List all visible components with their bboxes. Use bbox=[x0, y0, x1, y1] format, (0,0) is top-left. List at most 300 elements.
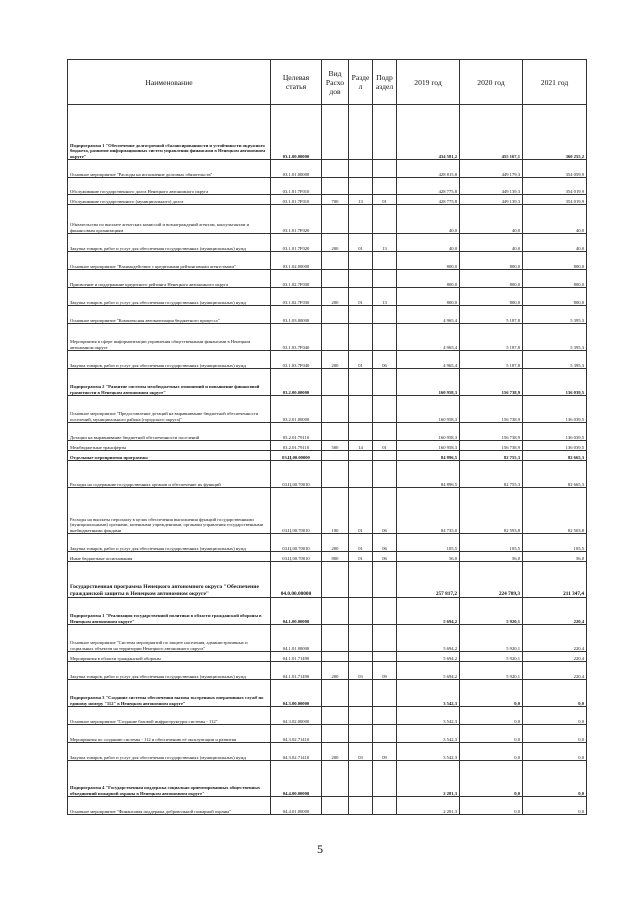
cell-code: 03.1.02.7F030 bbox=[271, 288, 322, 306]
cell-name: Основное мероприятие "Создание базовой инфраструктуры системы - 112" bbox=[68, 707, 271, 725]
cell-2020: 800,0 bbox=[460, 288, 523, 306]
cell-2021: 220,4 bbox=[523, 662, 587, 680]
table-row bbox=[68, 205, 587, 234]
cell-razdel bbox=[349, 270, 373, 288]
cell-podrazdel bbox=[373, 252, 397, 270]
cell-name: Закупка товаров, работ и услуг для обеспечения государственных (муниципальных) нужд bbox=[68, 234, 271, 252]
cell-code: 03.1.01.00000 bbox=[271, 160, 322, 178]
cell-vid bbox=[322, 797, 349, 815]
cell-2019: 4 965,4 bbox=[397, 351, 460, 369]
cell-name: Межбюджетные трансферты bbox=[68, 441, 271, 451]
cell-code: 03.2.01.00000 bbox=[271, 396, 322, 423]
cell-2020: 5 187,8 bbox=[460, 324, 523, 351]
cell-2020: 449 139,3 bbox=[460, 195, 523, 205]
header-2019: 2019 год bbox=[397, 60, 460, 105]
cell-code: 03.Ц.00.70010 bbox=[271, 461, 322, 488]
cell-name: Подпрограмма 4 "Государственная поддержка социально ориентированных общественных объединений пожарной охраны в Ненецком автономном округе" bbox=[68, 761, 271, 797]
cell-podrazdel: 06 bbox=[373, 534, 397, 552]
cell-vid: 800 bbox=[322, 552, 349, 562]
cell-razdel bbox=[349, 105, 373, 160]
cell-vid bbox=[322, 423, 349, 441]
cell-podrazdel: 06 bbox=[373, 351, 397, 369]
cell-2020: 5 920,1 bbox=[460, 662, 523, 680]
cell-2021: 136 039,5 bbox=[523, 423, 587, 441]
cell-vid: 200 bbox=[322, 288, 349, 306]
cell-2020: 40,0 bbox=[460, 234, 523, 252]
cell-2019: 40,0 bbox=[397, 234, 460, 252]
cell-code: 04.4.00.00000 bbox=[271, 761, 322, 797]
cell-razdel: 01 bbox=[349, 351, 373, 369]
page-number: 5 bbox=[317, 842, 323, 856]
cell-2020: 449 179,3 bbox=[460, 160, 523, 178]
cell-2021: 136 039,5 bbox=[523, 369, 587, 396]
cell-name: Дотации на выравнивание бюджетной обеспеченности поселений bbox=[68, 423, 271, 441]
cell-razdel bbox=[349, 369, 373, 396]
table-row bbox=[68, 324, 587, 351]
cell-vid: 200 bbox=[322, 534, 349, 552]
cell-2021: 360 255,2 bbox=[523, 105, 587, 160]
cell-name: Основное мероприятие "Комплексная автоматизация бюджетного процесса" bbox=[68, 306, 271, 324]
cell-vid bbox=[322, 306, 349, 324]
table-row bbox=[68, 369, 587, 396]
cell-2019: 84 896,5 bbox=[397, 461, 460, 488]
cell-2019: 800,0 bbox=[397, 288, 460, 306]
table-row bbox=[68, 761, 587, 797]
cell-name: Обязательства по выплате агентских комиссий и вознаграждений агентам, консультантам и финансовым организациям bbox=[68, 205, 271, 234]
cell-name: Мероприятия в области гражданской обороны bbox=[68, 652, 271, 662]
cell-2020: 40,0 bbox=[460, 205, 523, 234]
cell-code: 04.3.02.71410 bbox=[271, 743, 322, 761]
cell-2020: 5 187,8 bbox=[460, 306, 523, 324]
cell-podrazdel bbox=[373, 205, 397, 234]
cell-razdel bbox=[349, 306, 373, 324]
cell-2021: 800,0 bbox=[523, 252, 587, 270]
cell-podrazdel bbox=[373, 178, 397, 195]
cell-podrazdel bbox=[373, 625, 397, 652]
table-row bbox=[68, 652, 587, 662]
table-row bbox=[68, 351, 587, 369]
cell-2021: 136 039,5 bbox=[523, 441, 587, 451]
cell-podrazdel: 01 bbox=[373, 195, 397, 205]
cell-2019: 160 958,3 bbox=[397, 369, 460, 396]
cell-vid bbox=[322, 451, 349, 461]
cell-code: 03.1.01.7F020 bbox=[271, 234, 322, 252]
cell-2021: 40,0 bbox=[523, 234, 587, 252]
cell-2020: 5 920,1 bbox=[460, 598, 523, 625]
cell-podrazdel bbox=[373, 761, 397, 797]
cell-2019: 800,0 bbox=[397, 270, 460, 288]
cell-2020: 224 709,3 bbox=[460, 562, 523, 598]
cell-podrazdel bbox=[373, 270, 397, 288]
cell-2021: 220,4 bbox=[523, 625, 587, 652]
table-row bbox=[68, 288, 587, 306]
cell-2019: 3 542,3 bbox=[397, 707, 460, 725]
cell-razdel: 13 bbox=[349, 195, 373, 205]
cell-name: Расходы на содержание государственных органов и обеспечение их функций bbox=[68, 461, 271, 488]
table-row bbox=[68, 195, 587, 205]
cell-vid: 700 bbox=[322, 195, 349, 205]
cell-2020: 82 755,3 bbox=[460, 451, 523, 461]
cell-vid bbox=[322, 625, 349, 652]
cell-2020: 156 738,9 bbox=[460, 396, 523, 423]
table-row bbox=[68, 105, 587, 160]
cell-vid bbox=[322, 178, 349, 195]
cell-podrazdel bbox=[373, 797, 397, 815]
cell-razdel bbox=[349, 451, 373, 461]
cell-podrazdel bbox=[373, 423, 397, 441]
cell-2019: 160 958,3 bbox=[397, 396, 460, 423]
cell-razdel bbox=[349, 707, 373, 725]
table-row bbox=[68, 552, 587, 562]
cell-vid bbox=[322, 105, 349, 160]
cell-vid bbox=[322, 562, 349, 598]
cell-2021: 5 395,3 bbox=[523, 351, 587, 369]
cell-name: Закупка товаров, работ и услуг для обеспечения государственных (муниципальных) нужд bbox=[68, 534, 271, 552]
cell-podrazdel bbox=[373, 160, 397, 178]
cell-2021: 354 019,9 bbox=[523, 195, 587, 205]
cell-code: 03.1.02.00000 bbox=[271, 252, 322, 270]
cell-2021: 5 395,3 bbox=[523, 306, 587, 324]
cell-2019: 4 965,4 bbox=[397, 324, 460, 351]
cell-2021: 211 347,4 bbox=[523, 562, 587, 598]
cell-podrazdel bbox=[373, 680, 397, 707]
cell-podrazdel bbox=[373, 562, 397, 598]
cell-code: 03.1.01.7F010 bbox=[271, 195, 322, 205]
cell-2019: 56,0 bbox=[397, 552, 460, 562]
table-row bbox=[68, 451, 587, 461]
table-row bbox=[68, 306, 587, 324]
cell-2019: 3 542,3 bbox=[397, 680, 460, 707]
cell-2021: 82 503,8 bbox=[523, 488, 587, 534]
cell-vid bbox=[322, 205, 349, 234]
cell-razdel bbox=[349, 461, 373, 488]
cell-podrazdel bbox=[373, 707, 397, 725]
table-row bbox=[68, 234, 587, 252]
cell-razdel: 01 bbox=[349, 534, 373, 552]
cell-2020: 105,5 bbox=[460, 534, 523, 552]
cell-podrazdel bbox=[373, 461, 397, 488]
cell-2020: 5 920,1 bbox=[460, 625, 523, 652]
cell-2021: 0,0 bbox=[523, 680, 587, 707]
cell-podrazdel: 06 bbox=[373, 552, 397, 562]
cell-vid bbox=[322, 461, 349, 488]
cell-2020: 5 187,8 bbox=[460, 351, 523, 369]
header-podrazdel: Подр аздел bbox=[373, 60, 397, 105]
header-vid: Вид Расхо дов bbox=[322, 60, 349, 105]
table-row bbox=[68, 562, 587, 598]
cell-razdel bbox=[349, 396, 373, 423]
cell-name: Основное мероприятие "Предоставление дотаций на выравнивание бюджетной обеспеченности поселений, муниципального района (городского округа)" bbox=[68, 396, 271, 423]
cell-name: Расходы на выплаты персоналу в целях обеспечения выполнения функций государственными (муниципальными) органами, казенными учреждениями, органами управления государственными внебюджетными фондами bbox=[68, 488, 271, 534]
cell-2019: 434 581,2 bbox=[397, 105, 460, 160]
cell-2020: 449 139,3 bbox=[460, 178, 523, 195]
table-row bbox=[68, 598, 587, 625]
cell-2020: 0,0 bbox=[460, 761, 523, 797]
cell-2019: 800,0 bbox=[397, 252, 460, 270]
cell-2021: 800,0 bbox=[523, 288, 587, 306]
cell-2020: 0,0 bbox=[460, 743, 523, 761]
cell-vid: 100 bbox=[322, 488, 349, 534]
cell-razdel bbox=[349, 797, 373, 815]
cell-razdel: 03 bbox=[349, 662, 373, 680]
cell-podrazdel bbox=[373, 105, 397, 160]
cell-razdel bbox=[349, 423, 373, 441]
cell-2019: 3 542,3 bbox=[397, 743, 460, 761]
cell-podrazdel: 13 bbox=[373, 288, 397, 306]
cell-2020: 800,0 bbox=[460, 252, 523, 270]
cell-2019: 5 694,2 bbox=[397, 598, 460, 625]
cell-code: 03.1.03.7F040 bbox=[271, 351, 322, 369]
cell-2021: 105,5 bbox=[523, 534, 587, 552]
cell-podrazdel: 09 bbox=[373, 743, 397, 761]
cell-code: 04.1.01.71490 bbox=[271, 662, 322, 680]
cell-name: Обслуживание государственного долга Ненецкого автономного округа bbox=[68, 178, 271, 195]
cell-podrazdel: 06 bbox=[373, 488, 397, 534]
cell-2020: 156 738,9 bbox=[460, 423, 523, 441]
cell-razdel bbox=[349, 598, 373, 625]
cell-razdel bbox=[349, 680, 373, 707]
cell-razdel: 01 bbox=[349, 288, 373, 306]
cell-code: 03.2.01.79110 bbox=[271, 423, 322, 441]
header-2020: 2020 год bbox=[460, 60, 523, 105]
cell-code: 03.1.01.7F010 bbox=[271, 178, 322, 195]
table-body bbox=[68, 105, 587, 815]
cell-2021: 220,4 bbox=[523, 598, 587, 625]
cell-podrazdel: 01 bbox=[373, 441, 397, 451]
table-row bbox=[68, 707, 587, 725]
cell-2019: 84 735,0 bbox=[397, 488, 460, 534]
cell-name: Основное мероприятие "Расходы на исполнение долговых обязательств" bbox=[68, 160, 271, 178]
cell-vid bbox=[322, 160, 349, 178]
cell-2021: 220,4 bbox=[523, 652, 587, 662]
cell-2019: 5 694,2 bbox=[397, 625, 460, 652]
cell-name: Закупка товаров, работ и услуг для обеспечения государственных (муниципальных) нужд bbox=[68, 351, 271, 369]
cell-razdel bbox=[349, 252, 373, 270]
cell-razdel bbox=[349, 625, 373, 652]
table-row bbox=[68, 534, 587, 552]
cell-code: 03.Ц.00.70010 bbox=[271, 552, 322, 562]
cell-2019: 257 817,2 bbox=[397, 562, 460, 598]
cell-razdel bbox=[349, 761, 373, 797]
cell-podrazdel: 09 bbox=[373, 662, 397, 680]
table-row bbox=[68, 743, 587, 761]
cell-podrazdel bbox=[373, 652, 397, 662]
cell-code: 03.2.00.00000 bbox=[271, 369, 322, 396]
table-row bbox=[68, 461, 587, 488]
cell-2021: 0,0 bbox=[523, 761, 587, 797]
table-row bbox=[68, 662, 587, 680]
cell-2019: 160 958,3 bbox=[397, 423, 460, 441]
cell-vid bbox=[322, 707, 349, 725]
table-header-row bbox=[68, 60, 587, 105]
cell-2019: 4 965,4 bbox=[397, 306, 460, 324]
cell-2019: 105,5 bbox=[397, 534, 460, 552]
cell-razdel: 14 bbox=[349, 441, 373, 451]
cell-razdel bbox=[349, 725, 373, 743]
table-row bbox=[68, 160, 587, 178]
cell-razdel: 01 bbox=[349, 552, 373, 562]
cell-code: 04.3.00.00000 bbox=[271, 680, 322, 707]
cell-podrazdel bbox=[373, 369, 397, 396]
cell-name: Подпрограмма 3 "Создание системы обеспечения вызова экстренных оперативных служб по единому номеру "112" в Ненецком автономном округе" bbox=[68, 680, 271, 707]
cell-2021: 0,0 bbox=[523, 725, 587, 743]
header-name: Наименование bbox=[68, 60, 271, 105]
cell-code: 03.Ц.00.70010 bbox=[271, 488, 322, 534]
cell-name: Иные бюджетные ассигнования bbox=[68, 552, 271, 562]
cell-2019: 5 694,2 bbox=[397, 662, 460, 680]
cell-vid bbox=[322, 680, 349, 707]
cell-vid bbox=[322, 324, 349, 351]
cell-code: 04.0.00.00000 bbox=[271, 562, 322, 598]
cell-name: Присвоение и поддержание кредитного рейтинга Ненецкого автономного округа bbox=[68, 270, 271, 288]
table-row bbox=[68, 680, 587, 707]
cell-razdel bbox=[349, 205, 373, 234]
cell-2021: 5 395,3 bbox=[523, 324, 587, 351]
cell-2019: 428 775,8 bbox=[397, 195, 460, 205]
cell-name: Мероприятия в сфере информатизации управления общественными финансами в Ненецком автономном округе bbox=[68, 324, 271, 351]
header-code: Целевая статья bbox=[271, 60, 322, 105]
header-razdel: Разде л bbox=[349, 60, 373, 105]
cell-name: Мероприятия по созданию системы - 112 и обеспечению её эксплуатации и развития bbox=[68, 725, 271, 743]
cell-2020: 800,0 bbox=[460, 270, 523, 288]
cell-vid bbox=[322, 252, 349, 270]
cell-vid bbox=[322, 270, 349, 288]
cell-name: Основное мероприятие "Система мероприятий по защите населения, административных и социальных объектов на территории Ненецкого автономного округа" bbox=[68, 625, 271, 652]
cell-code: 04.4.01.00000 bbox=[271, 797, 322, 815]
cell-vid: 200 bbox=[322, 743, 349, 761]
cell-2021: 0,0 bbox=[523, 797, 587, 815]
cell-2019: 428 815,8 bbox=[397, 160, 460, 178]
cell-razdel bbox=[349, 562, 373, 598]
cell-vid bbox=[322, 725, 349, 743]
table-row bbox=[68, 488, 587, 534]
cell-name: Закупка товаров, работ и услуг для обеспечения государственных (муниципальных) нужд bbox=[68, 662, 271, 680]
cell-vid: 200 bbox=[322, 234, 349, 252]
cell-razdel bbox=[349, 652, 373, 662]
cell-name: Основное мероприятие "Финансовая поддержка добровольной пожарной охраны" bbox=[68, 797, 271, 815]
cell-2021: 354 059,9 bbox=[523, 160, 587, 178]
cell-vid bbox=[322, 369, 349, 396]
table-row bbox=[68, 178, 587, 195]
cell-2020: 0,0 bbox=[460, 707, 523, 725]
cell-vid: 500 bbox=[322, 441, 349, 451]
cell-code: 04.1.01.00000 bbox=[271, 625, 322, 652]
cell-2019: 2 281,3 bbox=[397, 797, 460, 815]
cell-vid bbox=[322, 761, 349, 797]
table-row bbox=[68, 396, 587, 423]
table-row bbox=[68, 797, 587, 815]
cell-2021: 136 039,5 bbox=[523, 396, 587, 423]
cell-code: 04.1.01.71490 bbox=[271, 652, 322, 662]
cell-vid: 200 bbox=[322, 351, 349, 369]
cell-vid bbox=[322, 652, 349, 662]
cell-2021: 0,0 bbox=[523, 707, 587, 725]
cell-podrazdel bbox=[373, 324, 397, 351]
cell-2020: 5 920,1 bbox=[460, 652, 523, 662]
cell-2020: 82 755,3 bbox=[460, 461, 523, 488]
cell-2020: 156 738,9 bbox=[460, 369, 523, 396]
cell-podrazdel bbox=[373, 306, 397, 324]
cell-code: 03.2.01.79110 bbox=[271, 441, 322, 451]
cell-2020: 455 167,1 bbox=[460, 105, 523, 160]
cell-name: Обслуживание государственного (муниципального) долга bbox=[68, 195, 271, 205]
cell-code: 04.3.02.00000 bbox=[271, 707, 322, 725]
cell-code: 03.Ц.00.00000 bbox=[271, 451, 322, 461]
cell-2020: 82 593,8 bbox=[460, 488, 523, 534]
cell-podrazdel bbox=[373, 725, 397, 743]
cell-code: 03.1.01.7F020 bbox=[271, 205, 322, 234]
cell-podrazdel bbox=[373, 451, 397, 461]
cell-podrazdel bbox=[373, 598, 397, 625]
cell-2020: 0,0 bbox=[460, 797, 523, 815]
cell-razdel: 01 bbox=[349, 488, 373, 534]
table-row bbox=[68, 725, 587, 743]
cell-2019: 40,0 bbox=[397, 205, 460, 234]
cell-vid: 200 bbox=[322, 662, 349, 680]
cell-razdel bbox=[349, 178, 373, 195]
cell-2020: 0,0 bbox=[460, 680, 523, 707]
budget-table bbox=[67, 59, 587, 815]
cell-name: Закупка товаров, работ и услуг для обеспечения государственных (муниципальных) нужд bbox=[68, 743, 271, 761]
cell-razdel bbox=[349, 160, 373, 178]
cell-code: 03.1.02.7F030 bbox=[271, 270, 322, 288]
cell-razdel: 01 bbox=[349, 234, 373, 252]
cell-name: Подпрограмма 2 "Развитие системы межбюджетных отношений и повышение финансовой грамотности в Ненецком автономном округе" bbox=[68, 369, 271, 396]
cell-2019: 428 775,8 bbox=[397, 178, 460, 195]
cell-code: 03.1.03.00000 bbox=[271, 306, 322, 324]
cell-name: Отдельные мероприятия программы bbox=[68, 451, 271, 461]
cell-2021: 82 665,3 bbox=[523, 461, 587, 488]
cell-name: Подпрограмма 1 "Реализация государственной политики в области гражданской обороны в Ненецком автономном округе" bbox=[68, 598, 271, 625]
table-row bbox=[68, 423, 587, 441]
cell-2021: 354 019,9 bbox=[523, 178, 587, 195]
cell-2019: 84 896,5 bbox=[397, 451, 460, 461]
table-row bbox=[68, 270, 587, 288]
table-row bbox=[68, 441, 587, 451]
cell-2020: 156 738,9 bbox=[460, 441, 523, 451]
cell-razdel bbox=[349, 324, 373, 351]
cell-name: Государственная программа Ненецкого автономного округа "Обеспечение гражданской защиты в Ненецком автономном округе" bbox=[68, 562, 271, 598]
cell-code: 04.3.02.71410 bbox=[271, 725, 322, 743]
cell-2021: 40,0 bbox=[523, 205, 587, 234]
cell-2019: 160 958,3 bbox=[397, 441, 460, 451]
cell-2019: 2 281,3 bbox=[397, 761, 460, 797]
cell-2021: 82 665,3 bbox=[523, 451, 587, 461]
cell-podrazdel bbox=[373, 396, 397, 423]
cell-name: Подпрограмма 1 "Обеспечение долгосрочной сбалансированности и устойчивости окружного бюджета, развитие информационных систем управления финансами в Ненецком автономном округе" bbox=[68, 105, 271, 160]
cell-razdel: 03 bbox=[349, 743, 373, 761]
cell-2019: 3 542,3 bbox=[397, 725, 460, 743]
cell-code: 04.1.00.00000 bbox=[271, 598, 322, 625]
cell-code: 03.Ц.00.70010 bbox=[271, 534, 322, 552]
cell-2020: 0,0 bbox=[460, 725, 523, 743]
table-row bbox=[68, 625, 587, 652]
cell-name: Основное мероприятие "Взаимодействие с кредитными рейтинговыми агентствами" bbox=[68, 252, 271, 270]
header-2021: 2021 год bbox=[523, 60, 587, 105]
cell-vid bbox=[322, 396, 349, 423]
cell-2019: 5 694,2 bbox=[397, 652, 460, 662]
cell-2021: 0,0 bbox=[523, 743, 587, 761]
table-row bbox=[68, 252, 587, 270]
cell-code: 03.1.03.7F040 bbox=[271, 324, 322, 351]
cell-2021: 800,0 bbox=[523, 270, 587, 288]
cell-vid bbox=[322, 598, 349, 625]
cell-2021: 56,0 bbox=[523, 552, 587, 562]
cell-podrazdel: 13 bbox=[373, 234, 397, 252]
cell-code: 03.1.00.00000 bbox=[271, 105, 322, 160]
cell-2020: 56,0 bbox=[460, 552, 523, 562]
cell-name: Закупка товаров, работ и услуг для обеспечения государственных (муниципальных) нужд bbox=[68, 288, 271, 306]
